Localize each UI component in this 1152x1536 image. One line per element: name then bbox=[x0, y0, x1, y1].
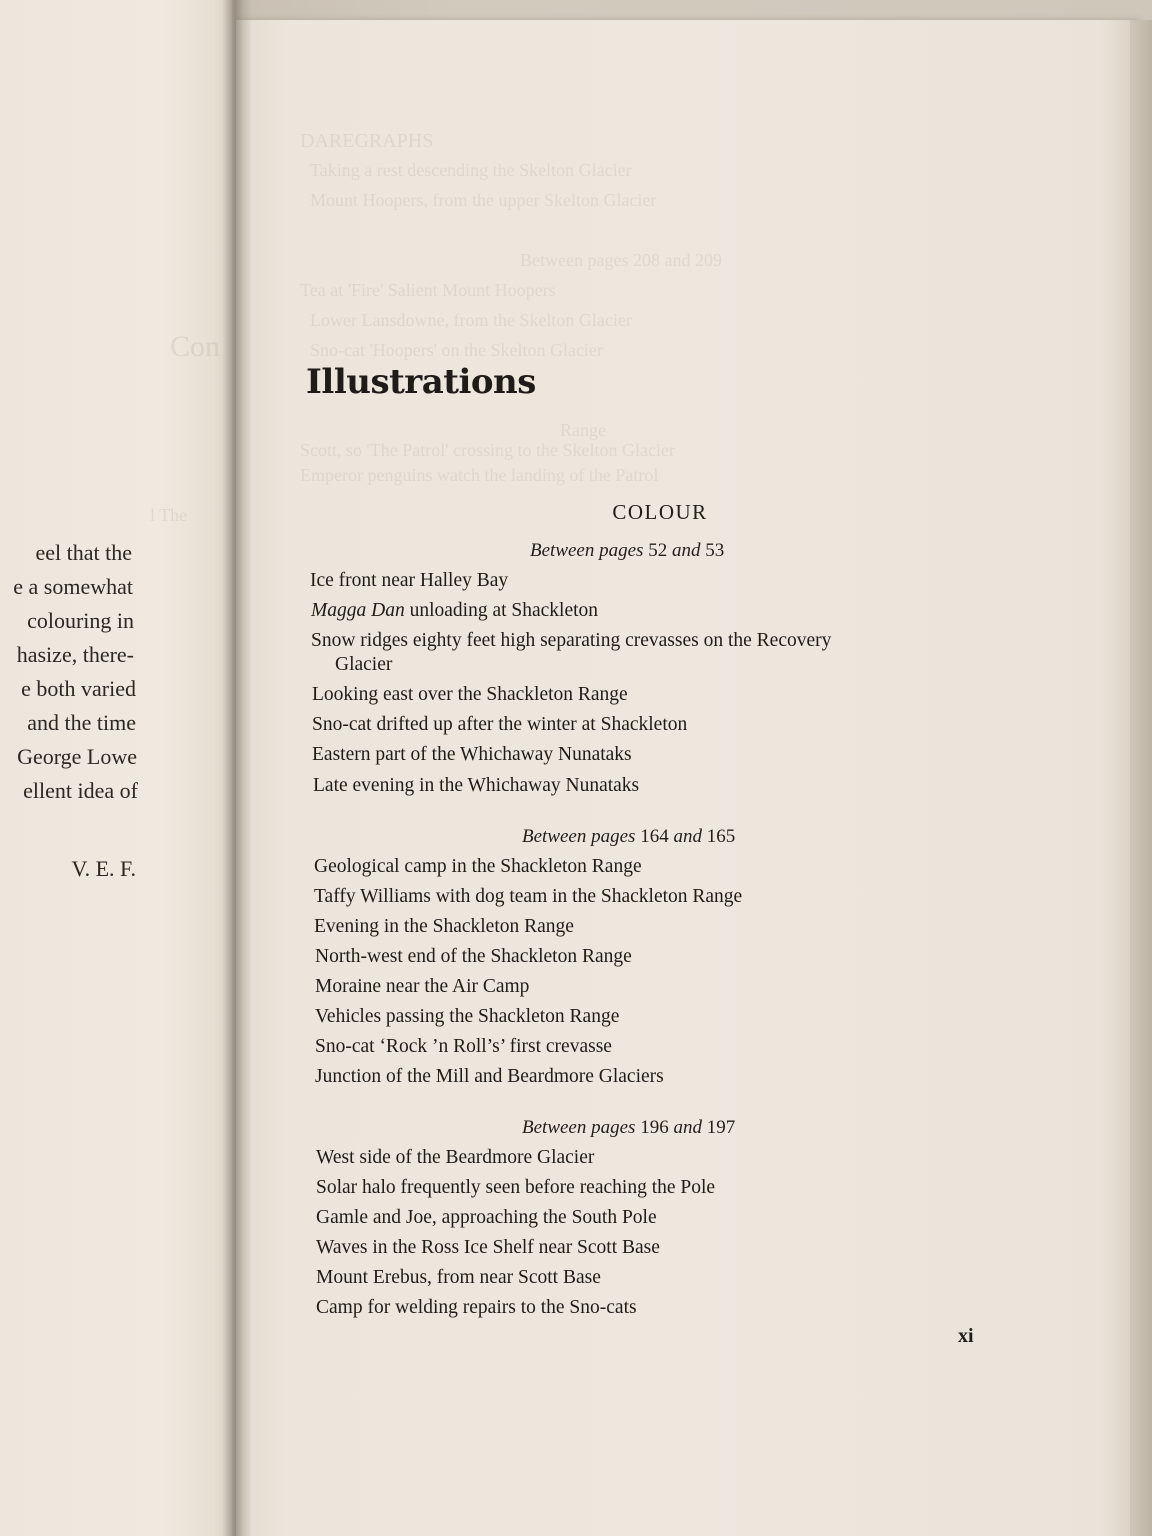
illustration-entry: Taffy Williams with dog team in the Shackleton Range bbox=[314, 886, 743, 907]
illustration-entry: West side of the Beardmore Glacier bbox=[316, 1147, 595, 1168]
group-heading bbox=[522, 826, 735, 848]
group-heading-page: 197 bbox=[706, 1117, 736, 1138]
group-heading-page: 165 bbox=[706, 826, 736, 847]
group-heading-prefix: Between pages bbox=[522, 1117, 636, 1138]
illustration-entry-continuation: Glacier bbox=[335, 654, 393, 675]
illustration-entry: Evening in the Shackleton Range bbox=[314, 916, 574, 937]
group-heading-conj: and bbox=[671, 540, 701, 561]
page-title: Illustrations bbox=[306, 362, 536, 402]
illustration-entry: Geological camp in the Shackleton Range bbox=[314, 856, 642, 877]
preface-line: and the time bbox=[27, 710, 136, 735]
show-through-text: Tea at 'Fire' Salient Mount Hoopers bbox=[300, 280, 556, 300]
group-heading-page: 53 bbox=[705, 540, 725, 561]
preface-line: colouring in bbox=[27, 608, 134, 633]
group-heading bbox=[530, 540, 724, 562]
illustration-entry: Junction of the Mill and Beardmore Glaciers bbox=[315, 1066, 664, 1087]
preface-initials: V. E. F. bbox=[71, 856, 136, 881]
group-heading-page: 52 bbox=[648, 540, 668, 561]
page-edge bbox=[1130, 20, 1152, 1536]
left-page bbox=[0, 0, 232, 1536]
show-through-text: Scott, so 'The Patrol' crossing to the Skelton Glacier bbox=[300, 440, 675, 460]
show-through-text: Sno-cat 'Hoopers' on the Skelton Glacier bbox=[310, 340, 603, 360]
illustration-entry: Eastern part of the Whichaway Nunataks bbox=[312, 744, 632, 765]
preface-line: e a somewhat bbox=[13, 574, 133, 599]
show-through-text: Taking a rest descending the Skelton Glacier bbox=[310, 160, 632, 180]
illustration-entry: Ice front near Halley Bay bbox=[310, 570, 509, 591]
page-number: xi bbox=[958, 1325, 974, 1347]
ship-name: Magga Dan bbox=[311, 600, 405, 621]
illustration-entry: Snow ridges eighty feet high separating crevasses on the Recovery bbox=[311, 630, 832, 651]
entry-rest: unloading at Shackleton bbox=[404, 600, 599, 621]
group-heading-prefix: Between pages bbox=[530, 540, 644, 561]
group-heading-page: 196 bbox=[640, 1117, 669, 1138]
preface-line: e both varied bbox=[21, 676, 136, 701]
illustration-entry: Vehicles passing the Shackleton Range bbox=[315, 1006, 620, 1027]
illustration-entry: Waves in the Ross Ice Shelf near Scott Base bbox=[316, 1237, 660, 1258]
illustration-entry: Sno-cat drifted up after the winter at Shackleton bbox=[312, 714, 688, 735]
preface-line: ellent idea of bbox=[23, 778, 138, 803]
show-through-text: Con bbox=[170, 330, 221, 363]
group-heading bbox=[522, 1117, 735, 1139]
group-heading-conj: and bbox=[673, 1117, 702, 1138]
preface-line: eel that the bbox=[35, 540, 132, 565]
illustration-entry: Looking east over the Shackleton Range bbox=[312, 684, 628, 705]
section-heading-colour: COLOUR bbox=[612, 500, 708, 524]
show-through-text: l The bbox=[150, 505, 188, 525]
show-through-text: Lower Lansdowne, from the Skelton Glacier bbox=[310, 310, 632, 330]
illustration-entry: Mount Erebus, from near Scott Base bbox=[316, 1267, 601, 1288]
book-gutter bbox=[222, 0, 252, 1536]
illustration-entry: Gamle and Joe, approaching the South Pole bbox=[316, 1207, 657, 1228]
group-heading-page: 164 bbox=[640, 826, 669, 847]
show-through-text: Between pages 208 and 209 bbox=[520, 250, 722, 270]
preface-line: George Lowe bbox=[17, 744, 137, 769]
show-through-text: Mount Hoopers, from the upper Skelton Glacier bbox=[310, 190, 657, 210]
group-heading-prefix: Between pages bbox=[522, 826, 636, 847]
illustration-entry bbox=[311, 600, 598, 622]
illustration-entry: Solar halo frequently seen before reaching the Pole bbox=[316, 1177, 716, 1198]
illustration-entry: Sno-cat ‘Rock ’n Roll’s’ first crevasse bbox=[315, 1036, 612, 1057]
preface-line: hasize, there- bbox=[16, 642, 134, 667]
illustration-entry: Late evening in the Whichaway Nunataks bbox=[313, 775, 640, 796]
show-through-text: Emperor penguins watch the landing of the Patrol bbox=[300, 465, 659, 485]
illustration-entry: Moraine near the Air Camp bbox=[315, 976, 530, 997]
show-through-text: Range bbox=[560, 420, 606, 440]
show-through-text: DAREGRAPHS bbox=[300, 130, 434, 152]
group-heading-conj: and bbox=[673, 826, 702, 847]
illustration-entry: North-west end of the Shackleton Range bbox=[315, 946, 632, 967]
illustration-entry: Camp for welding repairs to the Sno-cats bbox=[316, 1297, 637, 1318]
